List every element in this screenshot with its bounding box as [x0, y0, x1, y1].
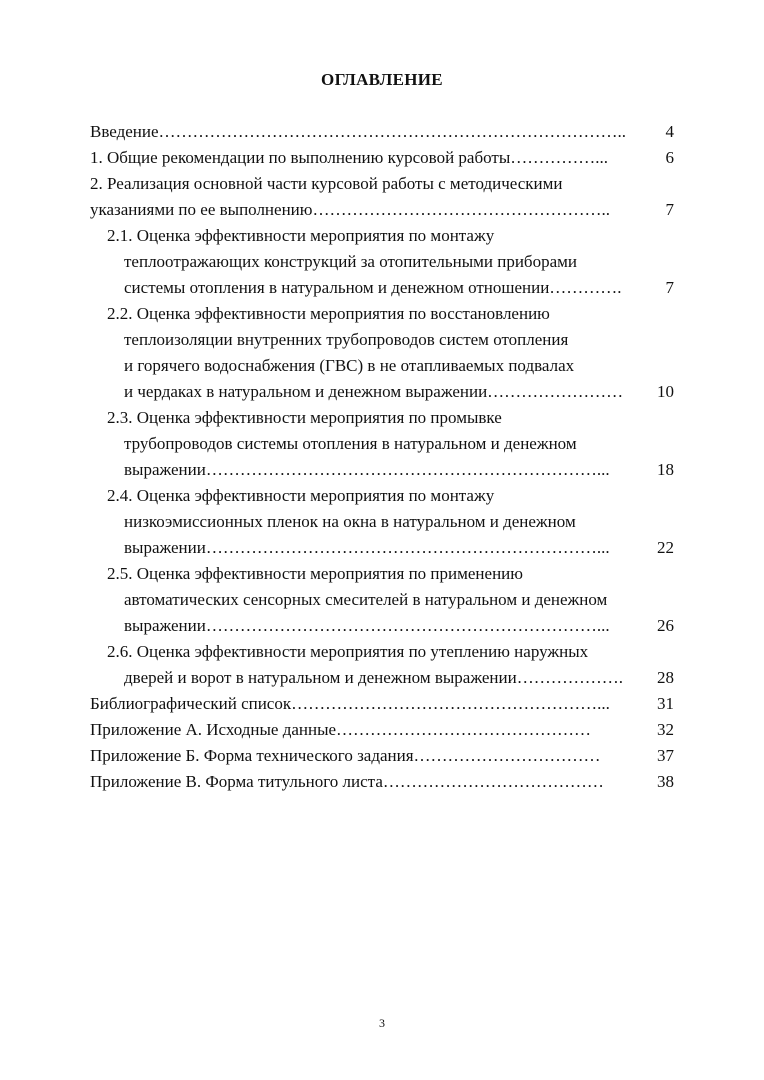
toc-entry-text: выражении……………………………………………………………... — [124, 538, 610, 557]
toc-page-number: 6 — [665, 148, 674, 167]
toc-entry[interactable] — [0, 717, 764, 743]
toc-entry[interactable] — [0, 145, 764, 171]
toc-entry-text: и горячего водоснабжения (ГВС) в не отапливаемых подвалах — [124, 356, 575, 375]
toc-page-number: 7 — [665, 278, 674, 297]
toc-page-number: 28 — [657, 668, 674, 687]
toc-entry[interactable] — [0, 743, 764, 769]
toc-entry-text: 1. Общие рекомендации по выполнению курсовой работы……………... — [90, 148, 609, 167]
toc-page-number: 4 — [665, 122, 674, 141]
toc-page-number: 31 — [657, 694, 674, 713]
toc-entry-text: Приложение А. Исходные данные……………………………………… — [90, 720, 592, 739]
toc-entry-text: и чердаках в натуральном и денежном выражении…………………… — [124, 382, 624, 401]
toc-entry-text: 2.4. Оценка эффективности мероприятия по монтажу — [107, 486, 495, 505]
toc-entry-text: 2.6. Оценка эффективности мероприятия по утеплению наружных — [107, 642, 589, 661]
toc-entry-text: 2.1. Оценка эффективности мероприятия по монтажу — [107, 226, 495, 245]
page-title: ОГЛАВЛЕНИЕ — [321, 70, 443, 89]
toc-page-number: 18 — [657, 460, 674, 479]
toc-entry-text: 2. Реализация основной части курсовой работы с методическими — [90, 174, 563, 193]
toc-page-number: 10 — [657, 382, 674, 401]
toc-page-number: 7 — [665, 200, 674, 219]
toc-page-number: 26 — [657, 616, 674, 635]
page-number: 3 — [379, 1016, 385, 1030]
toc-entry[interactable] — [0, 639, 764, 691]
toc-entry-text: низкоэмиссионных пленок на окна в натуральном и денежном — [124, 512, 576, 531]
toc-entry[interactable] — [0, 691, 764, 717]
toc-entry[interactable] — [0, 301, 764, 405]
toc-entry-text: теплоизоляции внутренних трубопроводов систем отопления — [124, 330, 569, 349]
toc-entry-text: указаниями по ее выполнению…………………………………………….. — [90, 200, 610, 219]
toc-entry-text: Библиографический список………………………………………………... — [90, 694, 610, 713]
toc-entry-text: трубопроводов системы отопления в натуральном и денежном — [124, 434, 577, 453]
toc-page-number: 22 — [657, 538, 674, 557]
toc-entry-text: выражении……………………………………………………………... — [124, 616, 610, 635]
toc-entry-text: Приложение В. Форма титульного листа………………………………… — [90, 772, 604, 791]
toc-entry-text: Приложение Б. Форма технического задания…………………………… — [90, 746, 601, 765]
toc-entry-text: 2.3. Оценка эффективности мероприятия по промывке — [107, 408, 502, 427]
toc-entry[interactable] — [0, 483, 764, 561]
toc-entry-text: выражении……………………………………………………………... — [124, 460, 610, 479]
toc-entry-text: системы отопления в натуральном и денежном отношении…………. — [124, 278, 622, 297]
toc-entry[interactable] — [0, 769, 764, 795]
toc-entry[interactable] — [0, 171, 764, 223]
toc-page-number: 32 — [657, 720, 674, 739]
toc-page-number: 37 — [657, 746, 674, 765]
toc-entry-text: дверей и ворот в натуральном и денежном выражении………………. — [124, 668, 623, 687]
toc-entry[interactable] — [0, 405, 764, 483]
toc-entry[interactable] — [0, 223, 764, 301]
toc-entry-text: 2.2. Оценка эффективности мероприятия по восстановлению — [107, 304, 550, 323]
toc-entry[interactable] — [0, 561, 764, 639]
toc-page-number: 38 — [657, 772, 674, 791]
toc-entry-text: Введение……………………………………………………………………….. — [90, 122, 627, 141]
toc-entry-text: теплоотражающих конструкций за отопительными приборами — [124, 252, 577, 271]
toc-entry-text: автоматических сенсорных смесителей в натуральном и денежном — [124, 590, 608, 609]
toc-entry-text: 2.5. Оценка эффективности мероприятия по применению — [107, 564, 523, 583]
toc-entry[interactable] — [0, 119, 764, 145]
